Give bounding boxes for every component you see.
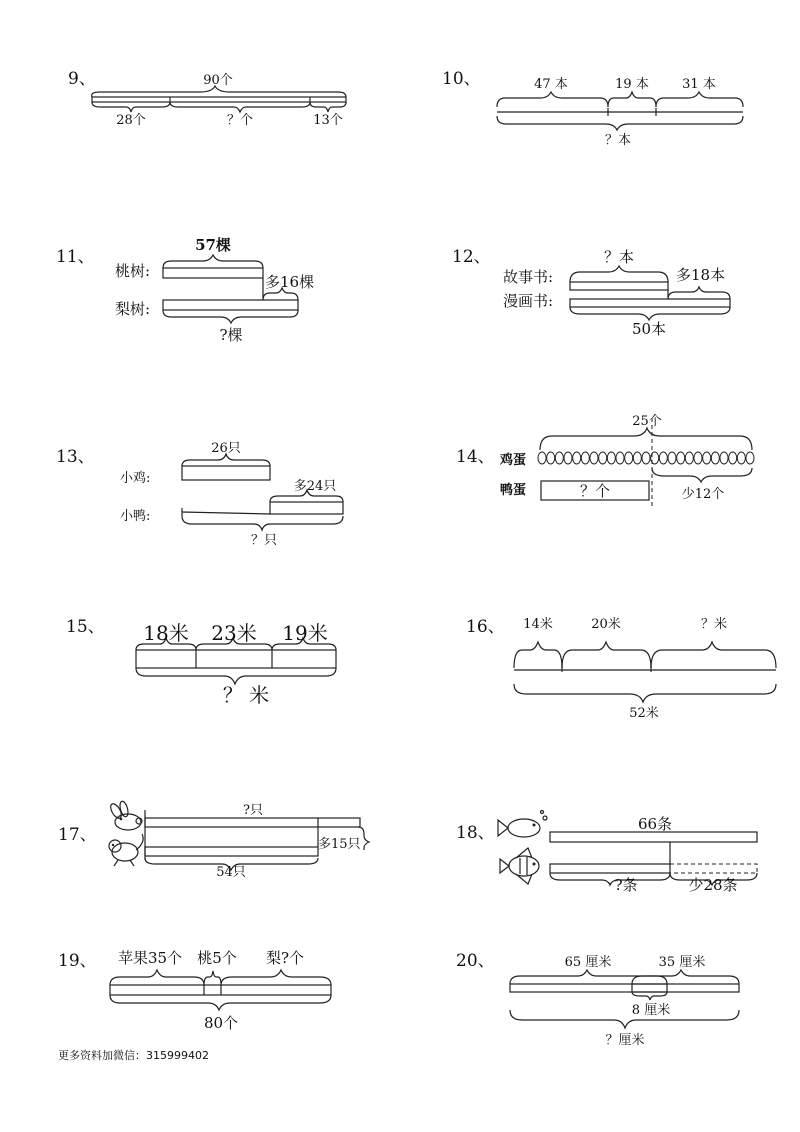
bottom-brace — [110, 995, 331, 1010]
angelfish-icon — [500, 848, 539, 884]
egg-circle — [573, 452, 581, 464]
problem-number: 16、 — [466, 617, 505, 637]
egg-circle — [599, 452, 607, 464]
overlap-brace — [632, 992, 667, 1000]
problem-20 — [456, 951, 739, 1048]
segment-bar — [92, 97, 346, 102]
total-label: 52米 — [629, 706, 659, 721]
segment-label: 19米 — [282, 621, 328, 645]
segment-label: 35 厘米 — [658, 955, 706, 970]
problem-11 — [56, 236, 314, 344]
top-brace — [497, 92, 608, 107]
top-brace — [221, 970, 331, 985]
egg-circle — [581, 452, 589, 464]
egg-circle — [616, 452, 624, 464]
egg-circle — [720, 452, 728, 464]
top-brace — [540, 428, 752, 450]
problem-number: 11、 — [56, 247, 95, 267]
segment-label: ？米 — [700, 617, 728, 632]
more-label: 多18本 — [676, 266, 726, 284]
top-brace — [510, 970, 667, 984]
monkey-icon — [109, 834, 143, 866]
problem-9 — [68, 69, 346, 128]
total-label: 80个 — [203, 1014, 239, 1032]
top-label: ?只 — [243, 803, 263, 818]
top-brace — [163, 255, 263, 268]
egg-circle — [590, 452, 598, 464]
problem-14 — [456, 414, 754, 506]
bar-monkey — [145, 847, 318, 856]
bar-story — [570, 282, 668, 290]
segment-bar — [510, 984, 739, 992]
problem-number: 14、 — [456, 447, 495, 467]
total-label: 90个 — [203, 73, 233, 88]
egg-circle — [555, 452, 563, 464]
box-label: ？个 — [579, 482, 611, 500]
top-brace — [562, 642, 651, 668]
problem-16 — [466, 616, 776, 721]
egg-circle — [737, 452, 745, 464]
egg-circle — [711, 452, 719, 464]
egg-circle — [659, 452, 667, 464]
overlap-label: 8 厘米 — [631, 1003, 671, 1018]
overlap-segment — [632, 984, 667, 992]
segment-label: 13个 — [313, 113, 343, 128]
less-label: 少28条 — [688, 876, 738, 894]
less-brace — [652, 468, 752, 482]
total-label: 50本 — [631, 320, 667, 338]
row-label: 小鸡: — [120, 471, 151, 486]
segment-label: ？个 — [226, 113, 254, 128]
bar-fish — [550, 832, 757, 842]
problem-10 — [442, 69, 743, 148]
problem-number: 20、 — [456, 951, 495, 971]
problem-number: 10、 — [442, 69, 481, 89]
segment-bar — [136, 650, 336, 668]
egg-circles — [538, 452, 754, 464]
row-label: 鸡蛋 — [500, 453, 527, 468]
top-brace — [651, 642, 776, 668]
problem-19 — [58, 949, 331, 1032]
problem-number: 13、 — [56, 447, 95, 467]
top-brace — [110, 970, 204, 985]
bar-rabbit — [145, 818, 360, 827]
egg-circle — [703, 452, 711, 464]
top-brace — [656, 92, 743, 107]
top-brace — [514, 642, 562, 668]
bar-pear — [163, 300, 298, 310]
more-brace — [668, 287, 730, 299]
bottom-brace — [497, 116, 743, 130]
segment-label: 桃5个 — [197, 949, 237, 967]
segment-label: 28个 — [116, 113, 146, 128]
bottom-brace — [310, 102, 346, 112]
problem-number: 12、 — [452, 247, 491, 267]
segment-label: 47 本 — [534, 77, 568, 92]
total-label: ？厘米 — [605, 1033, 645, 1048]
egg-circle — [538, 452, 546, 464]
bar-comic — [570, 299, 730, 307]
more-label: 多24只 — [293, 479, 337, 494]
top-label: 57棵 — [195, 236, 231, 254]
egg-circle — [642, 452, 650, 464]
row-label: 桃树: — [115, 262, 151, 280]
bar-angelfish — [550, 864, 670, 873]
top-label: 25个 — [632, 414, 662, 429]
bottom-brace — [136, 668, 336, 684]
egg-circle — [625, 452, 633, 464]
problem-number: 18、 — [456, 823, 495, 843]
bottom-brace — [92, 102, 170, 112]
bottom-brace — [182, 516, 343, 530]
top-brace — [570, 266, 668, 282]
segment-label: 14米 — [523, 617, 553, 632]
egg-circle — [685, 452, 693, 464]
problem-number: 9、 — [68, 69, 96, 89]
more-label: 多16棵 — [265, 273, 315, 291]
row-label: 鸭蛋 — [500, 483, 527, 498]
segment-label: 31 本 — [682, 77, 716, 92]
bar-duck-line — [182, 512, 270, 514]
bottom-brace — [163, 310, 298, 323]
segment-label: 梨?个 — [265, 949, 305, 967]
bottom-label: 54只 — [216, 865, 246, 880]
problem-15 — [66, 617, 336, 707]
total-label: ？ 米 — [222, 683, 270, 707]
bottom-brace — [510, 1010, 739, 1028]
total-label: ?棵 — [219, 326, 243, 344]
bar-duck-extra — [270, 502, 343, 514]
egg-circle — [677, 452, 685, 464]
egg-circle — [668, 452, 676, 464]
rabbit-icon — [109, 800, 142, 830]
problem-13 — [56, 441, 343, 548]
egg-circle — [633, 452, 641, 464]
egg-circle — [564, 452, 572, 464]
egg-circle — [694, 452, 702, 464]
egg-circle — [547, 452, 555, 464]
egg-circle — [729, 452, 737, 464]
top-label: 66条 — [637, 815, 673, 833]
problem-number: 19、 — [58, 951, 97, 971]
more-label: 多15只 — [318, 837, 361, 852]
top-label: ？本 — [603, 248, 635, 266]
question-label: ?条 — [614, 876, 638, 894]
segment-label: 19 本 — [615, 77, 649, 92]
top-brace — [632, 970, 739, 984]
problem-number: 17、 — [58, 825, 97, 845]
segment-label: 20米 — [591, 617, 621, 632]
footer-note: 更多资料加微信：315999402 — [58, 1049, 209, 1062]
bottom-brace — [170, 102, 310, 112]
problem-17 — [58, 800, 369, 880]
problem-12 — [452, 247, 730, 338]
problem-number: 15、 — [66, 617, 105, 637]
row-label: 梨树: — [115, 300, 151, 318]
egg-circle — [746, 452, 754, 464]
bar-less-dashed — [670, 864, 757, 873]
bar-peach — [163, 268, 263, 278]
top-brace — [204, 971, 221, 985]
total-label: ？只 — [250, 533, 278, 548]
problem-18 — [456, 811, 757, 895]
bottom-brace — [514, 684, 776, 702]
segment-label: 苹果35个 — [117, 949, 183, 967]
row-label: 小鸭: — [120, 509, 151, 524]
segment-label: 65 厘米 — [564, 955, 612, 970]
row-label: 故事书: — [503, 268, 554, 286]
bottom-brace — [570, 307, 730, 320]
bar-chick — [182, 466, 270, 480]
segment-label: 18米 — [143, 621, 189, 645]
less-label: 少12个 — [681, 487, 725, 502]
segment-label: 23米 — [211, 621, 257, 645]
top-brace — [608, 92, 656, 107]
bottom-brace — [550, 873, 670, 885]
row-label: 漫画书: — [503, 292, 554, 310]
top-label: 26只 — [211, 441, 241, 456]
total-label: ？本 — [604, 133, 632, 148]
egg-circle — [607, 452, 615, 464]
fish-icon — [498, 811, 547, 838]
